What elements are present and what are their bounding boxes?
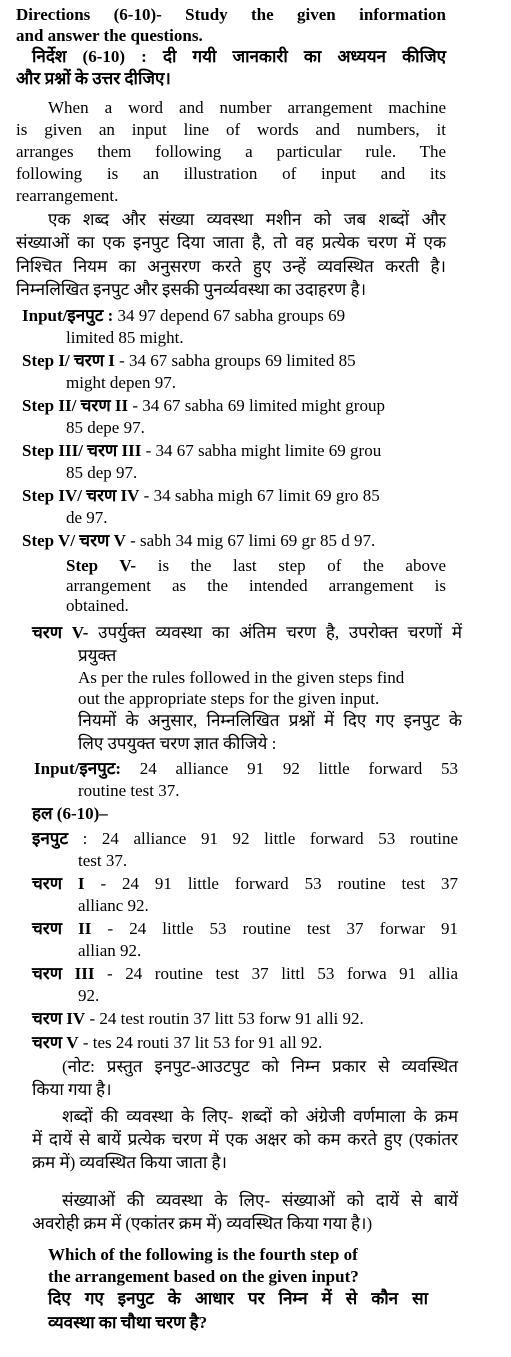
solution-text: - 24 routine test 37 littl 53 forwa 91 allia [107,964,458,983]
example-input [22,305,345,326]
last-step-en-label: Step V- [66,556,137,575]
solution-text: : 24 alliance 91 92 little forward 53 routine [82,829,458,848]
example-step-3 [22,440,381,461]
solution-text-cont: allian 92. [78,941,142,960]
question-line: Which of the following is the fourth step of [48,1245,358,1264]
example-text: - 34 67 sabha might limite 69 grou [145,441,382,460]
intro-hi-line: एक शब्द और संख्या व्यवस्था मशीन को जब शब्दों और [48,210,446,229]
last-step-en-line-3: obtained. [66,596,129,615]
rules-en-line: out the appropriate steps for the given input. [78,689,380,708]
directions-line-en-1: Directions (6-10)- Study the given information [16,5,446,24]
note-line: शब्दों की व्यवस्था के लिए- शब्दों को अंग्रेजी वर्णमाला के क्रम [62,1107,458,1126]
solution-label: चरण V [32,1033,79,1052]
example-text: - sabh 34 mig 67 limi 69 gr 85 d 97. [130,531,376,550]
solution-step-3 [32,963,458,984]
example-text-cont: might depen 97. [66,373,177,392]
solution-text-cont: allianc 92. [78,896,149,915]
solution-heading: हल (6-10)– [32,804,108,823]
example-step-2 [22,395,385,416]
solution-text: - 24 little 53 routine test 37 forwar 91 [107,919,459,938]
example-text: - 34 sabha migh 67 limit 69 gro 85 [143,486,380,505]
last-step-hi-text: उपर्युक्त व्यवस्था का अंतिम चरण है, उपरोक्त चरणों में [98,623,463,642]
note-line: किया गया है। [32,1080,112,1099]
example-text-cont: 85 dep 97. [66,463,138,482]
given-input-label: Input/इनपुट: [34,759,122,778]
example-label: Step III/ चरण III [22,441,142,460]
intro-hi-line: संख्याओं का एक इनपुट दिया जाता है, तो वह प्रत्येक चरण में एक [16,233,446,252]
directions-line-hi-1: निर्देश (6-10) : दी गयी जानकारी का अध्ययन कीजिए [32,47,446,66]
intro-en-line: is given an input line of words and numbers, it [16,120,446,139]
solution-label: चरण II [32,919,92,938]
question-line: the arrangement based on the given input? [48,1267,359,1286]
solution-label: इनपुट [32,829,69,848]
example-text: - 34 67 sabha groups 69 limited 85 [119,351,356,370]
solution-label: चरण III [32,964,95,983]
example-label: Step IV/ चरण IV [22,486,140,505]
last-step-hi-line-2: प्रयुक्त [78,646,117,665]
intro-hi-line: निश्चित नियम का अनुसरण करते हुए उन्हें व्यवस्थित करती है। [16,257,446,276]
note-line: में दायें से बायें प्रत्येक चरण में एक अक्षर को कम करते हुए (एकांतर [32,1130,458,1149]
example-label: Step II/ चरण II [22,396,129,415]
example-text: - 34 67 sabha 69 limited might group [132,396,385,415]
question-line: दिए गए इनपुट के आधार पर निम्न में से कौन सा [48,1289,428,1308]
example-step-1 [22,350,356,371]
directions-line-hi-2: और प्रश्नों के उत्तर दीजिए। [16,69,171,88]
directions-line-en-2: and answer the questions. [16,26,203,45]
solution-step-4 [32,1008,364,1029]
solution-label: चरण I [32,874,85,893]
last-step-en-text: is the last step of the above [157,556,446,575]
solution-step-5 [32,1032,322,1053]
example-label: Step I/ चरण I [22,351,115,370]
rules-hi-line: लिए उपयुक्त चरण ज्ञात कीजिये : [78,734,277,753]
rules-hi-line: नियमों के अनुसार, निम्नलिखित प्रश्नों में दिए गए इनपुट के [78,711,462,730]
solution-text: - 24 test routin 37 litt 53 forw 91 alli 92. [89,1009,364,1028]
last-step-hi-line-1 [32,622,462,643]
solution-text: - tes 24 routi 37 lit 53 for 91 all 92. [82,1033,323,1052]
solution-text-cont: test 37. [78,851,128,870]
example-text-cont: 85 depe 97. [66,418,145,437]
intro-en-line: arranges them following a particular rule. The [16,142,446,161]
example-step-4 [22,485,380,506]
question-line: व्यवस्था का चौथा चरण है? [48,1313,208,1332]
note-line: संख्याओं की व्यवस्था के लिए- संख्याओं को दायें से बायें [62,1191,458,1210]
note-line: अवरोही क्रम में (एकांतर क्रम में) व्यवस्थित किया गया है।) [32,1214,373,1233]
note-line: क्रम में) व्यवस्थित किया जाता है। [32,1153,227,1172]
solution-label: चरण IV [32,1009,86,1028]
example-label: Input/इनपुट : [22,306,114,325]
intro-en-line: following is an illustration of input and its [16,164,446,183]
solution-text: - 24 91 little forward 53 routine test 37 [100,874,459,893]
solution-input [32,828,458,849]
rules-en-line: As per the rules followed in the given steps find [78,668,405,687]
intro-en-line: When a word and number arrangement machine [48,98,446,117]
last-step-en-line-2: arrangement as the intended arrangement is [66,576,446,595]
intro-hi-line: निम्नलिखित इनपुट और इसकी पुनर्व्यवस्था का उदाहरण है। [16,280,367,299]
example-text: 34 97 depend 67 sabha groups 69 [117,306,346,325]
example-label: Step V/ चरण V [22,531,126,550]
solution-step-1 [32,873,458,894]
example-text-cont: de 97. [66,508,108,527]
example-step-5 [22,530,375,551]
note-line: (नोट: प्रस्तुत इनपुट-आउटपुट को निम्न प्रकार से व्यवस्थित [62,1057,458,1076]
last-step-hi-label: चरण V- [32,623,89,642]
example-text-cont: limited 85 might. [66,328,184,347]
given-input-line-2: routine test 37. [78,781,180,800]
solution-text-cont: 92. [78,986,100,1005]
solution-step-2 [32,918,458,939]
given-input-line-1 [34,758,458,779]
given-input-text: 24 alliance 91 92 little forward 53 [139,759,458,778]
last-step-en-line-1 [66,555,446,576]
intro-en-line: rearrangement. [16,186,119,205]
